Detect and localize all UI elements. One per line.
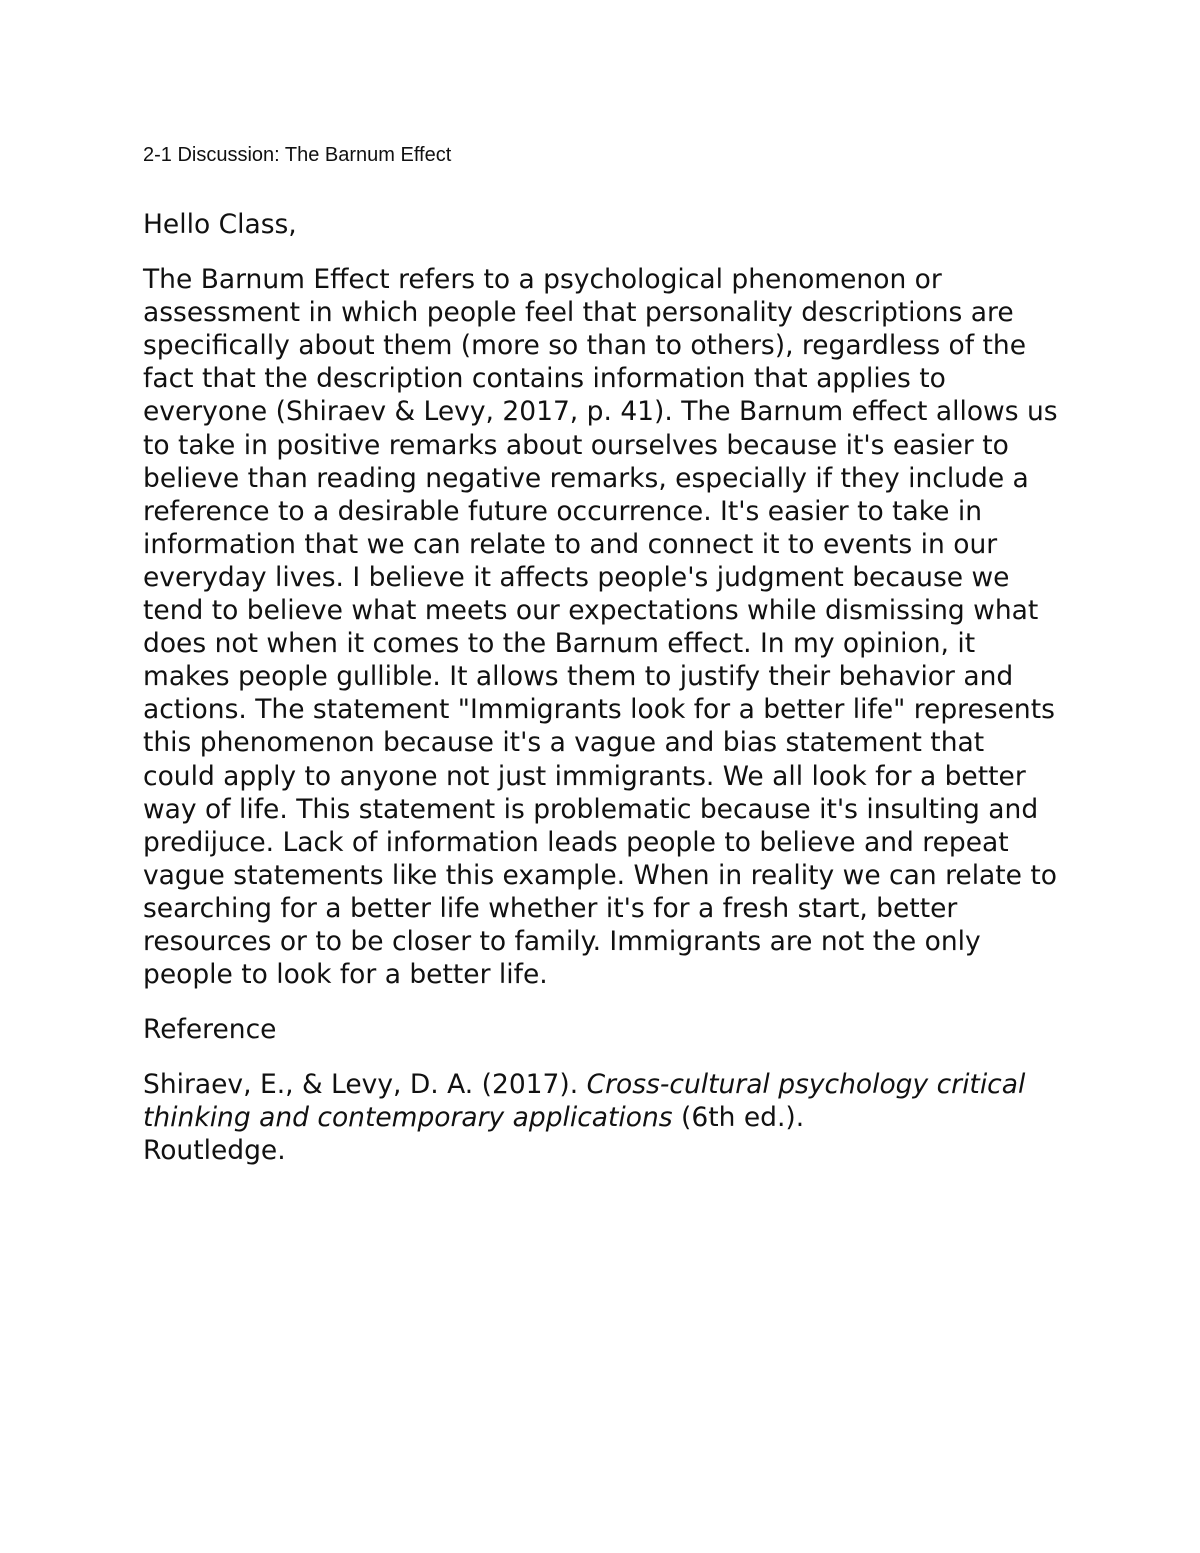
document-title: 2-1 Discussion: The Barnum Effect [143, 144, 452, 166]
discussion-paragraph: The Barnum Effect refers to a psychological phenomenon or assessment in which people feel that personality descriptions are specifically about them (more so than to others), regardless of the fact that the description contains information that applies to everyone (Shiraev & Levy, 2017, p. 41). The Barnum effect allows us to take in positive remarks about ourselves because it's easier to believe than reading negative remarks, especially if they include a reference to a desirable future occurrence. It's easier to take in information that we can relate to and connect it to events in our everyday lives. I believe it affects people's judgment because we tend to believe what meets our expectations while dismissing what does not when it comes to the Barnum effect. In my opinion, it makes people gullible. It allows them to justify their behavior and actions. The statement "Immigrants look for a better life" represents this phenomenon because it's a vague and bias statement that could apply to anyone not just immigrants. We all look for a better way of life. This statement is problematic because it's insulting and predijuce. Lack of information leads people to believe and repeat vague statements like this example. When in reality we can relate to searching for a better life whether it's for a fresh start, better resources or to be closer to family. Immigrants are not the only people to look for a better life. [143, 264, 1058, 991]
citation-edition: (6th ed.). [672, 1102, 805, 1134]
document-content [143, 140, 1058, 1168]
reference-citation [143, 1068, 1058, 1167]
citation-publisher: Routledge. [143, 1135, 286, 1167]
citation-book-title: Cross-cultural psychology critical thinking and contemporary applications [143, 1069, 1026, 1134]
greeting: Hello Class, [143, 209, 297, 240]
reference-heading: Reference [143, 1014, 277, 1046]
citation-authors: Shiraev, E., & Levy, D. A. (2017). [143, 1069, 587, 1101]
